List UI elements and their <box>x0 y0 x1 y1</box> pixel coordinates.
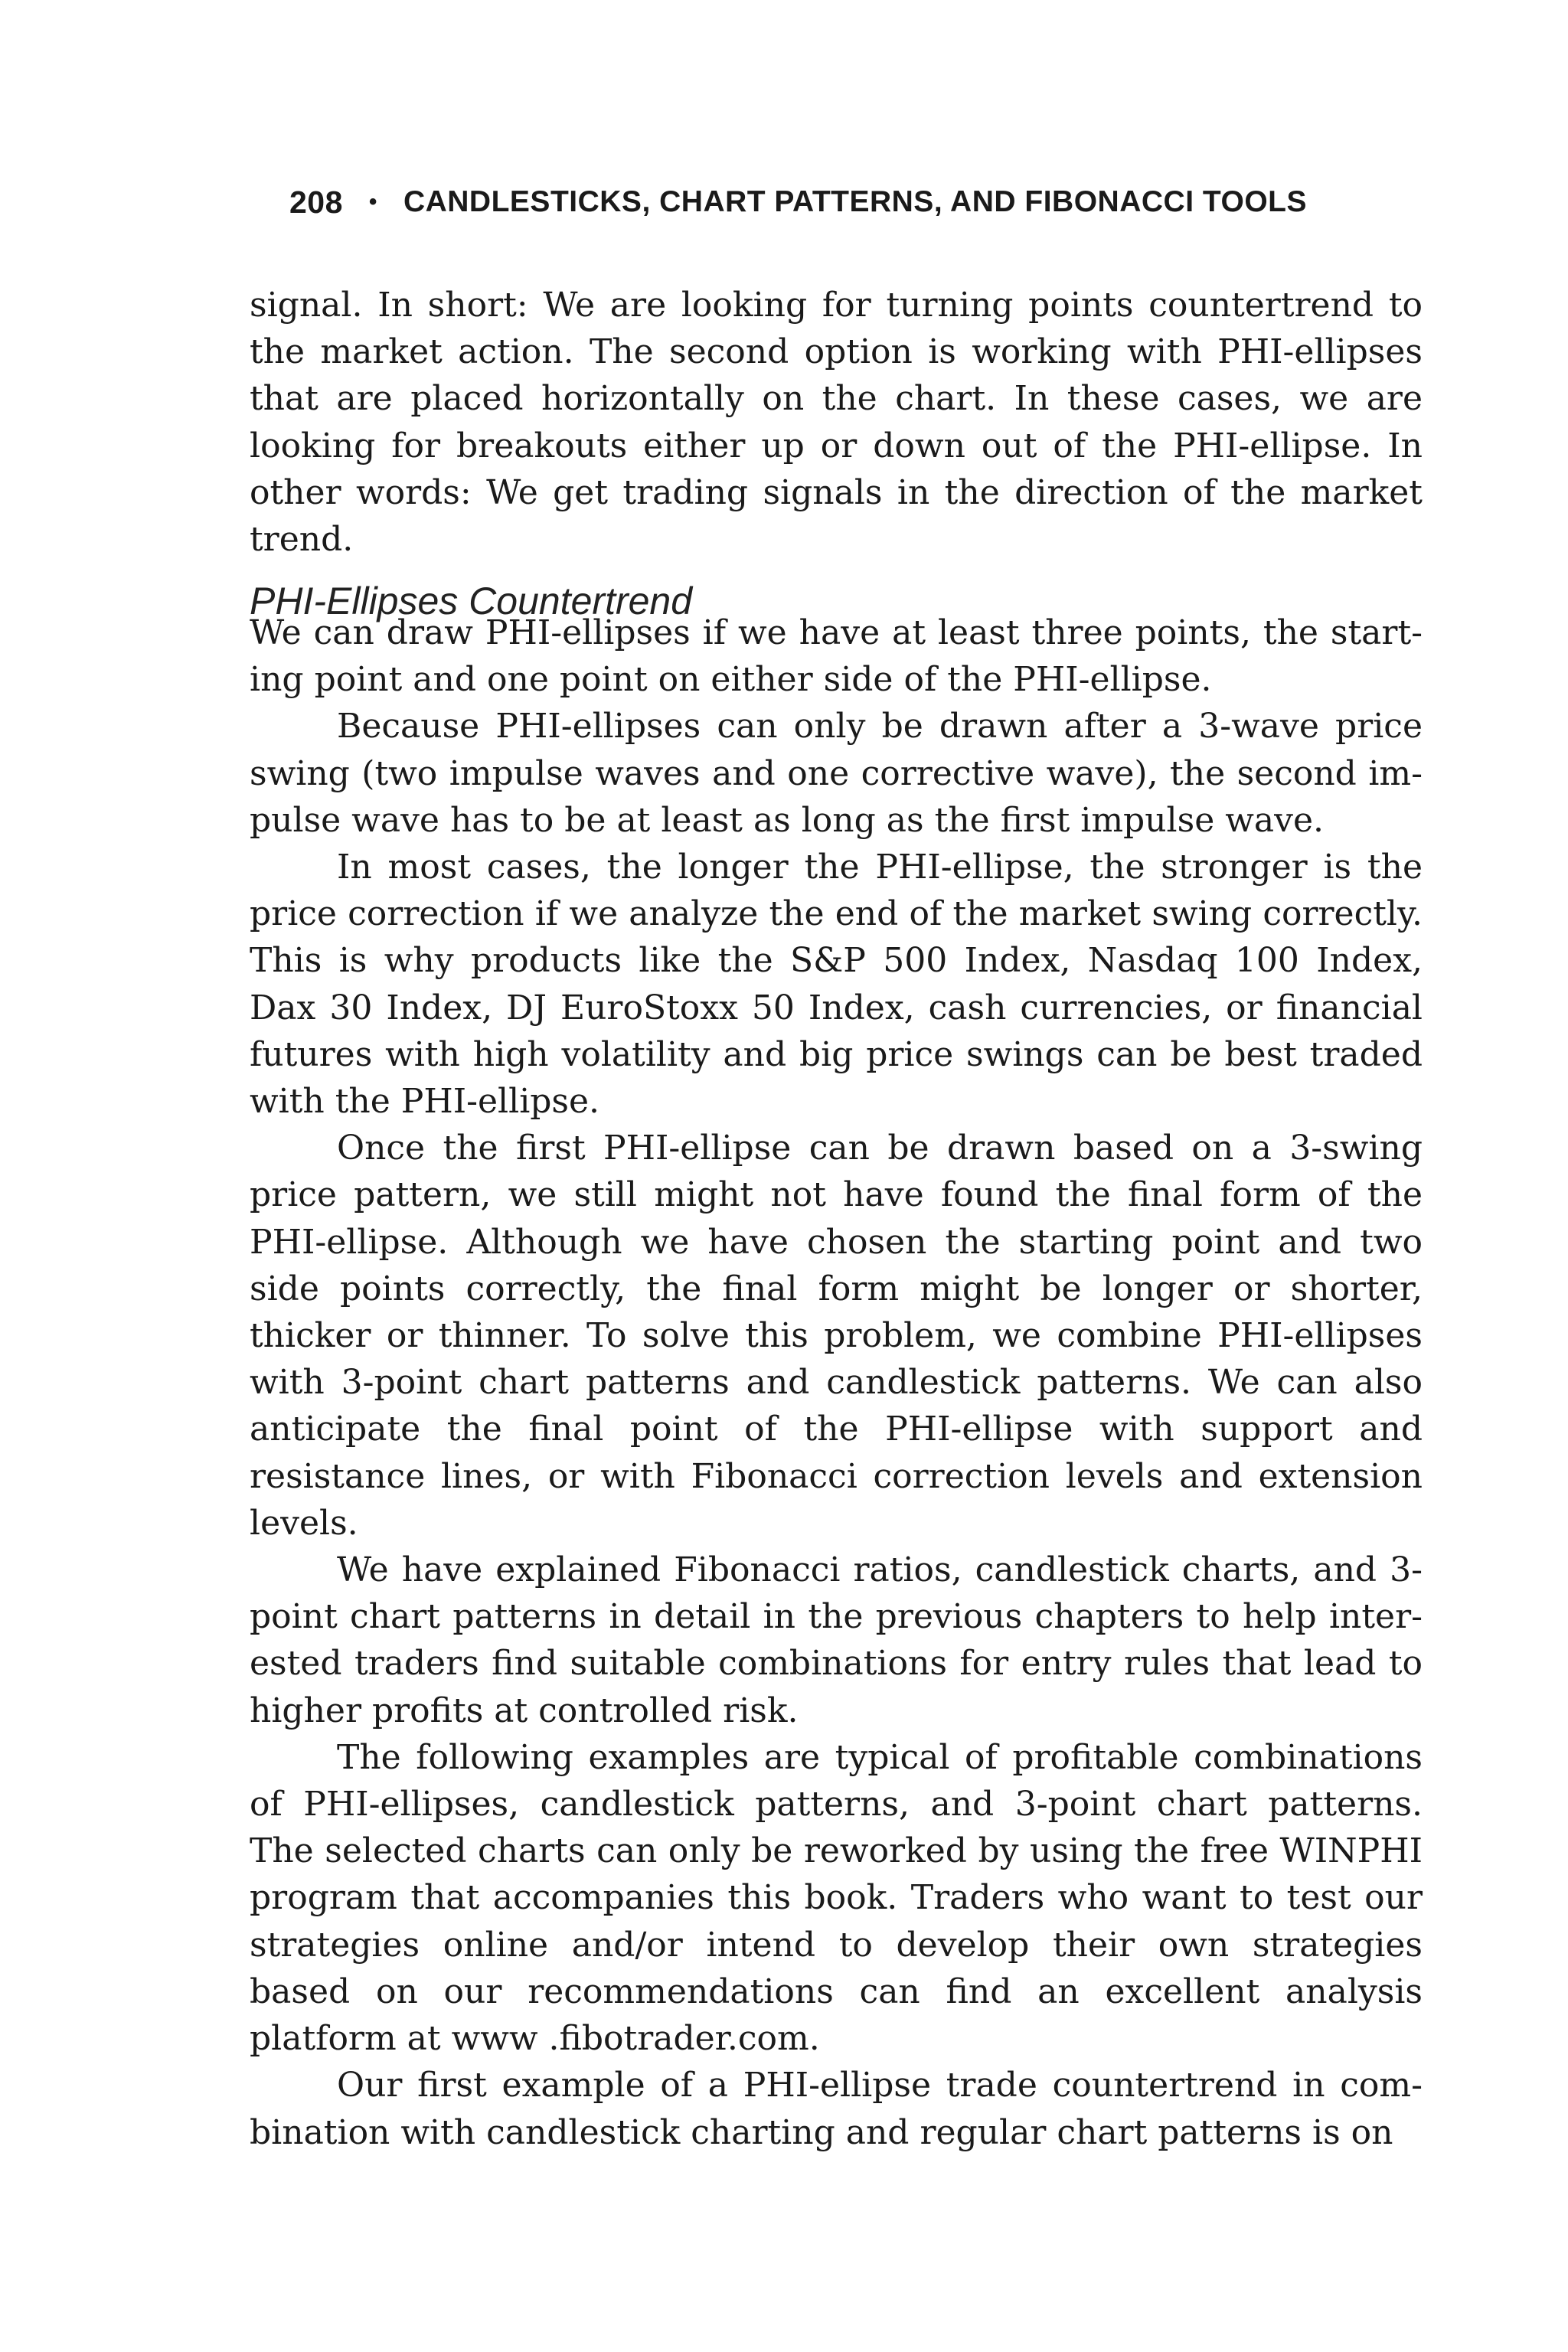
paragraph-6: The following examples are typical of profitable combinations of PHI-ellipses, candlestick patterns, and 3-point chart patterns. The selected charts can only be reworked by using the free WINPHI program that accompanies this book. Traders who want to test our strategies online and/or intend to develop their own strategies based on our recommendations can find an excellent analysis platform at www .fibotrader.com. <box>250 1737 1423 2059</box>
section-heading: PHI-Ellipses Countertrend <box>250 579 693 622</box>
paragraph-5: We have explained Fibonacci ratios, candlestick charts, and 3-point chart patterns in detail in the previous chapters to help interested traders find suitable combinations for entry rules that lead to higher profits at controlled risk. <box>250 1550 1423 1730</box>
header-separator: • <box>368 189 377 214</box>
paragraph-7: Our first example of a PHI-ellipse trade countertrend in combination with candlestick charting and regular chart patterns is on <box>250 2066 1423 2152</box>
paragraph-4: Once the first PHI-ellipse can be drawn based on a 3-swing price pattern, we still might not have found the final form of the PHI-ellipse. Although we have chosen the starting point and two side points correctly, the final form might be longer or shorter, thicker or thinner. To solve this problem, we combine PHI-ellipses with 3-point chart patterns and candlestick patterns. We can also anticipate the final point of the PHI-ellipse with support and resistance lines, or with Fibonacci correction levels and extension levels. <box>250 1129 1423 1543</box>
paragraph-2: Because PHI-ellipses can only be drawn after a 3-wave price swing (two impulse waves and one corrective wave), the second impulse wave has to be at least as long as the first impulse wave. <box>250 707 1423 840</box>
section-body <box>250 609 1423 2156</box>
intro-text <box>250 282 1423 563</box>
intro-paragraph: signal. In short: We are looking for turning points countertrend to the market action. The second option is working with PHI-ellipses that are placed horizontally on the chart. In these cases, we are looking for breakouts either up or down out of the PHI-ellipse. In other words: We get trading signals in the direction of the market trend. <box>250 286 1423 560</box>
running-title: CANDLESTICKS, CHART PATTERNS, AND FIBONACCI TOOLS <box>403 185 1307 218</box>
paragraph-3: In most cases, the longer the PHI-ellipse, the stronger is the price correction if we analyze the end of the market swing correctly. This is why products like the S&P 500 Index, Nasdaq 100 Index, Dax 30 Index, DJ EuroStoxx 50 Index, cash currencies, or financial futures with high volatility and big price swings can be best traded with the PHI-ellipse. <box>250 848 1423 1122</box>
page-number: 208 <box>289 184 343 220</box>
running-header <box>289 181 1415 224</box>
paragraph-1: We can draw PHI-ellipses if we have at least three points, the starting point and one point on either side of the PHI-ellipse. <box>250 613 1423 700</box>
